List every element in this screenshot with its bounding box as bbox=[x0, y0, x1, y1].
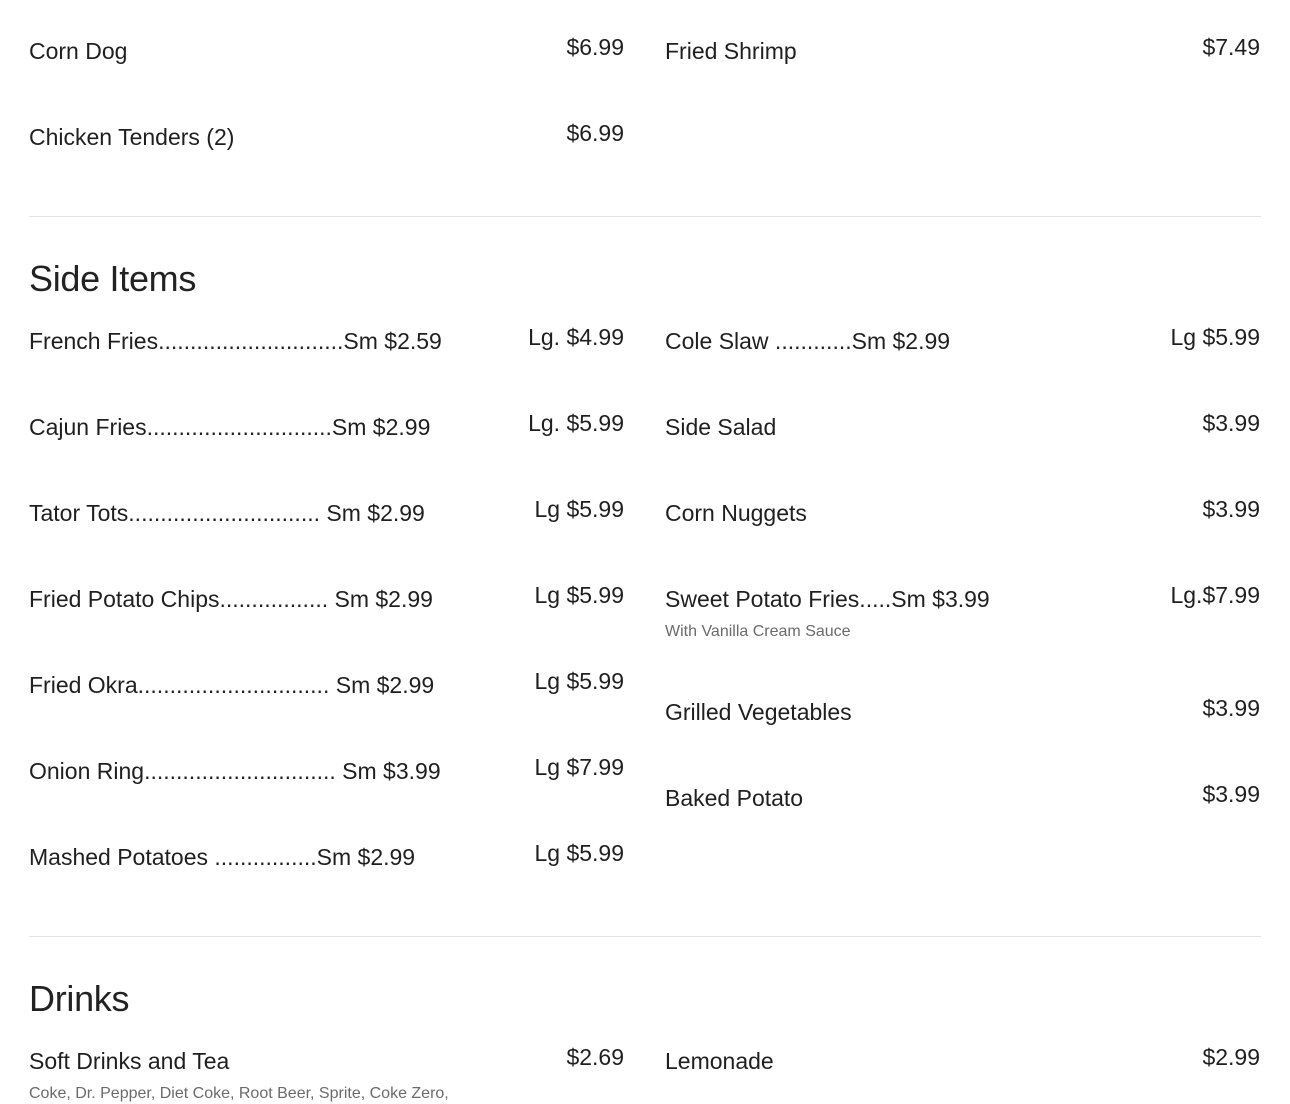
item-description: Coke, Dr. Pepper, Diet Coke, Root Beer, Sprite, Coke Zero, bbox=[29, 1085, 449, 1102]
item-name: Side Salad bbox=[665, 414, 777, 440]
item-description: With Vanilla Cream Sauce bbox=[665, 623, 851, 640]
item-price: Lg $7.99 bbox=[534, 754, 624, 780]
item-name: Chicken Tenders (2) bbox=[29, 124, 235, 150]
item-name: Cole Slaw ............Sm $2.99 bbox=[665, 328, 951, 354]
item-name: Baked Potato bbox=[665, 785, 804, 811]
item-price: Lg $5.99 bbox=[534, 840, 624, 866]
item-price: $2.69 bbox=[566, 1044, 624, 1070]
item-price: $6.99 bbox=[566, 34, 624, 60]
item-price: Lg $5.99 bbox=[534, 668, 624, 694]
section-divider bbox=[29, 936, 1261, 937]
item-name: Fried Okra.............................. Sm $2.99 bbox=[29, 672, 435, 698]
item-name: Corn Dog bbox=[29, 38, 128, 64]
item-name: Lemonade bbox=[665, 1048, 774, 1074]
item-name: Corn Nuggets bbox=[665, 500, 807, 526]
item-price: $3.99 bbox=[1202, 781, 1260, 807]
item-price: $3.99 bbox=[1202, 496, 1260, 522]
item-name: Sweet Potato Fries.....Sm $3.99 bbox=[665, 586, 990, 612]
item-price: Lg. $5.99 bbox=[528, 410, 624, 436]
item-price: Lg $5.99 bbox=[534, 496, 624, 522]
section-title: Side Items bbox=[29, 258, 197, 299]
item-name: Tator Tots.............................. Sm $2.99 bbox=[29, 500, 425, 526]
section-title: Drinks bbox=[29, 978, 130, 1019]
item-price: $2.99 bbox=[1202, 1044, 1260, 1070]
item-name: Grilled Vegetables bbox=[665, 699, 852, 725]
item-price: Lg.$7.99 bbox=[1170, 582, 1260, 608]
item-price: $3.99 bbox=[1202, 695, 1260, 721]
item-price: Lg. $4.99 bbox=[528, 324, 624, 350]
item-price: Lg $5.99 bbox=[534, 582, 624, 608]
item-price: $3.99 bbox=[1202, 410, 1260, 436]
section-divider bbox=[29, 216, 1261, 217]
item-name: Soft Drinks and Tea bbox=[29, 1048, 230, 1074]
item-name: Fried Shrimp bbox=[665, 38, 797, 64]
item-price: $6.99 bbox=[566, 120, 624, 146]
item-name: Fried Potato Chips................. Sm $2.99 bbox=[29, 586, 433, 612]
item-name: French Fries.............................Sm $2.59 bbox=[29, 328, 442, 354]
item-name: Mashed Potatoes ................Sm $2.99 bbox=[29, 844, 416, 870]
item-price: Lg $5.99 bbox=[1170, 324, 1260, 350]
item-name: Onion Ring.............................. Sm $3.99 bbox=[29, 758, 441, 784]
item-name: Cajun Fries.............................Sm $2.99 bbox=[29, 414, 431, 440]
item-price: $7.49 bbox=[1202, 34, 1260, 60]
